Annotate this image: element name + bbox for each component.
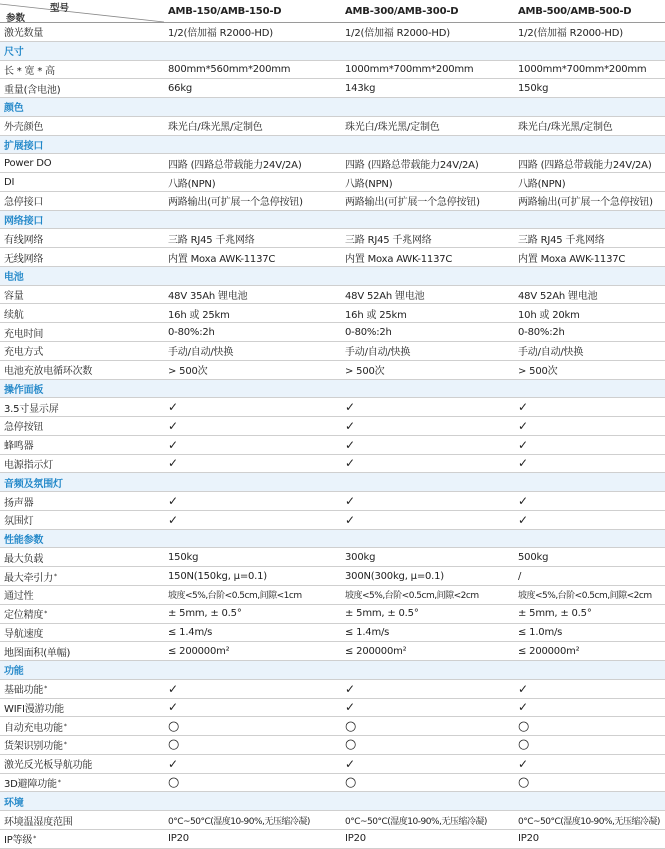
param-header-label: 参数 <box>6 13 26 24</box>
check-icon: ✓ <box>518 756 528 771</box>
cell-value: > 500次 <box>518 366 558 378</box>
cell-value: ± 5mm, ± 0.5° <box>518 608 592 620</box>
cell-value: ≤ 200000m² <box>518 645 580 657</box>
row-label-text: 性能参数 <box>4 535 44 547</box>
table-row <box>0 79 665 98</box>
row-label <box>4 492 164 510</box>
row-label <box>4 567 164 585</box>
section-title <box>4 98 164 116</box>
cell-value: 四路 (四路总带载能力24V/2A) <box>518 159 652 171</box>
row-label <box>4 830 164 848</box>
row-label-text: 最大牵引力 <box>4 572 53 584</box>
row-label-text: IP等级 <box>4 835 33 847</box>
table-row <box>0 398 665 417</box>
cell-value: 10h 或 20km <box>518 309 580 321</box>
section-title <box>4 211 164 229</box>
row-label <box>4 755 164 773</box>
cell-value: 0-80%:2h <box>518 326 565 338</box>
cell-value: 800mm*560mm*200mm <box>168 63 291 75</box>
cell-value: 两路输出(可扩展一个急停按钮) <box>168 197 303 209</box>
cell-value: 1000mm*700mm*200mm <box>345 63 474 75</box>
check-icon: ✓ <box>345 400 355 415</box>
check-icon: ✓ <box>518 512 528 527</box>
table-row <box>0 774 665 793</box>
section-header-row <box>0 792 665 811</box>
check-icon: ✓ <box>345 700 355 715</box>
cell-value: 三路 RJ45 千兆网络 <box>345 234 432 246</box>
cell-value: 手动/自动/快换 <box>168 347 234 359</box>
check-icon: ✓ <box>518 494 528 509</box>
row-label-text: 3.5寸显示屏 <box>4 403 59 415</box>
table-row <box>0 548 665 567</box>
table-row <box>0 811 665 830</box>
section-header-row <box>0 530 665 549</box>
section-header-row <box>0 98 665 117</box>
row-label-text: 网络接口 <box>4 216 44 228</box>
section-header-row <box>0 136 665 155</box>
row-label <box>4 117 164 135</box>
row-label-text: 基础功能 <box>4 685 44 697</box>
table-row <box>0 23 665 42</box>
row-label <box>4 286 164 304</box>
cell-value: 150kg <box>518 82 549 94</box>
row-label-text: 功能 <box>4 666 24 678</box>
row-label-text: 3D避障功能 <box>4 779 57 790</box>
row-label <box>4 79 164 97</box>
cell-value: 1/2(倍加福 R2000-HD) <box>518 28 623 40</box>
row-label-text: 环境 <box>4 797 24 809</box>
cell-value: ≤ 1.0m/s <box>518 626 563 638</box>
row-label <box>4 154 164 172</box>
cell-value: ± 5mm, ± 0.5° <box>168 608 242 620</box>
cell-value: 坡度<5%,台阶<0.5cm,间隙<2cm <box>518 591 652 602</box>
cell-value: 八路(NPN) <box>168 178 216 190</box>
table-row <box>0 455 665 474</box>
row-label-text: 激光数量 <box>4 28 44 40</box>
check-icon: ✓ <box>345 681 355 696</box>
cell-value: > 500次 <box>168 366 208 378</box>
check-icon: ✓ <box>518 437 528 452</box>
row-label <box>4 23 164 41</box>
row-label-text: 容量 <box>4 291 24 303</box>
cell-value: 48V 52Ah 锂电池 <box>518 291 598 303</box>
row-label-text: 环境温湿度范围 <box>4 816 73 828</box>
row-label-text: 激光反光板导航功能 <box>4 760 93 772</box>
cell-value: 三路 RJ45 千兆网络 <box>168 234 255 246</box>
check-icon: ✓ <box>168 418 178 433</box>
cell-value: 0°C~50°C(湿度10-90%,无压缩冷凝) <box>345 816 487 827</box>
cell-value: ≤ 200000m² <box>168 645 230 657</box>
row-label-text: 尺寸 <box>4 47 24 59</box>
check-icon: ✓ <box>168 456 178 471</box>
optional-circle-icon: ○ <box>345 718 357 734</box>
table-row <box>0 736 665 755</box>
row-label-text: 电池充放电循环次数 <box>4 366 93 378</box>
check-icon: ✓ <box>518 418 528 433</box>
table-row <box>0 586 665 605</box>
row-label <box>4 736 164 754</box>
cell-value: 1/2(倍加福 R2000-HD) <box>345 28 450 40</box>
optional-circle-icon: ○ <box>168 775 180 790</box>
cell-value: 48V 35Ah 锂电池 <box>168 291 248 303</box>
check-icon: ✓ <box>518 681 528 696</box>
table-row <box>0 680 665 699</box>
row-label-text: 通过性 <box>4 591 34 603</box>
table-row <box>0 173 665 192</box>
cell-value: 300kg <box>345 551 376 563</box>
footnote-marker: * <box>63 722 67 730</box>
cell-value: 坡度<5%,台阶<0.5cm,间隙<2cm <box>345 591 479 602</box>
row-label-text: 颜色 <box>4 103 24 115</box>
cell-value: 坡度<5%,台阶<0.5cm,间隙<1cm <box>168 591 302 602</box>
footnote-marker: * <box>44 685 48 693</box>
cell-value: 四路 (四路总带载能力24V/2A) <box>168 159 302 171</box>
cell-value: IP20 <box>518 833 539 845</box>
section-header-row <box>0 211 665 230</box>
section-title <box>4 267 164 285</box>
cell-value: 16h 或 25km <box>168 309 230 321</box>
check-icon: ✓ <box>345 418 355 433</box>
row-label-text: 续航 <box>4 309 24 321</box>
cell-value: 珠光白/珠光黑/定制色 <box>168 122 263 134</box>
table-row <box>0 61 665 80</box>
cell-value: IP20 <box>345 833 366 845</box>
cell-value: 两路输出(可扩展一个急停按钮) <box>345 197 480 209</box>
section-title <box>4 792 164 810</box>
row-label <box>4 342 164 360</box>
row-label <box>4 361 164 379</box>
row-label <box>4 717 164 735</box>
table-row <box>0 229 665 248</box>
table-row <box>0 436 665 455</box>
table-row <box>0 717 665 736</box>
optional-circle-icon: ○ <box>518 775 530 790</box>
row-label-text: 定位精度 <box>4 610 44 622</box>
row-label-text: 导航速度 <box>4 628 44 640</box>
model-header-label: 型号 <box>50 3 70 14</box>
row-label-text: 重量(含电池) <box>4 84 61 96</box>
table-row <box>0 492 665 511</box>
cell-value: 150N(150kg, μ=0.1) <box>168 570 267 582</box>
cell-value: / <box>518 570 522 582</box>
table-row <box>0 361 665 380</box>
cell-value: 1/2(倍加福 R2000-HD) <box>168 28 273 40</box>
row-label <box>4 624 164 642</box>
check-icon: ✓ <box>345 456 355 471</box>
row-label <box>4 605 164 623</box>
cell-value: 珠光白/珠光黑/定制色 <box>345 122 440 134</box>
cell-value: 300N(300kg, μ=0.1) <box>345 570 444 582</box>
table-row <box>0 342 665 361</box>
optional-circle-icon: ○ <box>518 737 530 753</box>
section-title <box>4 473 164 491</box>
row-label <box>4 699 164 717</box>
row-label-text: 电源指示灯 <box>4 459 53 471</box>
cell-value: 0°C~50°C(湿度10-90%,无压缩冷凝) <box>518 816 660 827</box>
row-label <box>4 455 164 473</box>
cell-value: 八路(NPN) <box>518 178 566 190</box>
cell-value: 143kg <box>345 82 376 94</box>
optional-circle-icon: ○ <box>345 775 357 790</box>
row-label <box>4 229 164 247</box>
section-header-row <box>0 380 665 399</box>
table-row <box>0 286 665 305</box>
check-icon: ✓ <box>518 400 528 415</box>
section-header-row <box>0 267 665 286</box>
cell-value: 16h 或 25km <box>345 309 407 321</box>
cell-value: 两路输出(可扩展一个急停按钮) <box>518 197 653 209</box>
row-label-text: DI <box>4 176 15 188</box>
row-label-text: WIFI漫游功能 <box>4 703 64 715</box>
row-label-text: 货架识别功能 <box>4 741 63 753</box>
row-label-text: 急停按钮 <box>4 422 44 434</box>
table-row <box>0 642 665 661</box>
cell-value: 150kg <box>168 551 199 563</box>
check-icon: ✓ <box>518 700 528 715</box>
table-row <box>0 624 665 643</box>
check-icon: ✓ <box>518 456 528 471</box>
section-title <box>4 380 164 398</box>
row-label <box>4 192 164 210</box>
row-label-text: 电池 <box>4 272 24 284</box>
row-label <box>4 436 164 454</box>
optional-circle-icon: ○ <box>345 737 357 753</box>
section-header-row <box>0 661 665 680</box>
cell-value: > 500次 <box>345 366 385 378</box>
cell-value: 三路 RJ45 千兆网络 <box>518 234 605 246</box>
cell-value: ≤ 1.4m/s <box>168 626 213 638</box>
cell-value: 0-80%:2h <box>168 326 215 338</box>
row-label <box>4 774 164 792</box>
cell-value: 手动/自动/快换 <box>518 347 584 359</box>
table-row <box>0 417 665 436</box>
cell-value: IP20 <box>168 833 189 845</box>
row-label-text: Power DO <box>4 157 52 169</box>
cell-value: 内置 Moxa AWK-1137C <box>345 253 453 265</box>
table-header <box>0 0 665 23</box>
row-label-text: 急停接口 <box>4 197 44 209</box>
check-icon: ✓ <box>345 512 355 527</box>
cell-value: ± 5mm, ± 0.5° <box>345 608 419 620</box>
footnote-marker: * <box>44 610 48 618</box>
section-title <box>4 136 164 154</box>
footnote-marker: * <box>63 741 67 749</box>
row-label <box>4 398 164 416</box>
cell-value: 四路 (四路总带载能力24V/2A) <box>345 159 479 171</box>
row-label <box>4 173 164 191</box>
cell-value: ≤ 200000m² <box>345 645 407 657</box>
cell-value: 0°C~50°C(湿度10-90%,无压缩冷凝) <box>168 816 310 827</box>
row-label <box>4 511 164 529</box>
row-label-text: 自动充电功能 <box>4 722 63 734</box>
section-header-row <box>0 473 665 492</box>
column-header-amb-150: AMB-150/AMB-150-D <box>168 5 282 17</box>
row-label-text: 外壳颜色 <box>4 122 44 134</box>
table-body <box>0 23 665 849</box>
cell-value: 66kg <box>168 82 193 94</box>
footnote-marker: * <box>57 779 61 786</box>
table-row <box>0 248 665 267</box>
row-label-text: 充电时间 <box>4 328 44 340</box>
check-icon: ✓ <box>168 400 178 415</box>
cell-value: 内置 Moxa AWK-1137C <box>168 253 276 265</box>
table-row <box>0 154 665 173</box>
row-label <box>4 642 164 660</box>
cell-value: 手动/自动/快换 <box>345 347 411 359</box>
footnote-marker: * <box>54 572 57 580</box>
column-header-amb-500: AMB-500/AMB-500-D <box>518 5 632 17</box>
table-row <box>0 699 665 718</box>
table-row <box>0 567 665 586</box>
footnote-marker: * <box>33 835 36 843</box>
row-label-text: 最大负载 <box>4 553 44 565</box>
row-label-text: 音频及氛围灯 <box>4 478 63 490</box>
check-icon: ✓ <box>168 494 178 509</box>
cell-value: 内置 Moxa AWK-1137C <box>518 253 626 265</box>
row-label-text: 氛围灯 <box>4 516 34 528</box>
table-row <box>0 192 665 211</box>
row-label <box>4 323 164 341</box>
row-label <box>4 680 164 698</box>
row-label <box>4 61 164 79</box>
section-title <box>4 42 164 60</box>
cell-value: 48V 52Ah 锂电池 <box>345 291 425 303</box>
row-label-text: 地图面积(单幅) <box>4 647 71 659</box>
table-row <box>0 755 665 774</box>
row-label <box>4 304 164 322</box>
table-row <box>0 511 665 530</box>
row-label-text: 扬声器 <box>4 497 34 509</box>
cell-value: 500kg <box>518 551 549 563</box>
row-label-text: 扩展接口 <box>4 140 44 152</box>
cell-value: ≤ 1.4m/s <box>345 626 390 638</box>
row-label-text: 无线网络 <box>4 253 44 265</box>
row-label-text: 长 * 宽 * 高 <box>4 65 55 77</box>
check-icon: ✓ <box>168 512 178 527</box>
cell-value: 珠光白/珠光黑/定制色 <box>518 122 613 134</box>
optional-circle-icon: ○ <box>518 718 530 734</box>
check-icon: ✓ <box>345 756 355 771</box>
row-label-text: 有线网络 <box>4 234 44 246</box>
row-label <box>4 248 164 266</box>
row-label <box>4 586 164 604</box>
check-icon: ✓ <box>168 756 178 771</box>
table-row <box>0 830 665 849</box>
check-icon: ✓ <box>168 681 178 696</box>
section-title <box>4 661 164 679</box>
column-header-amb-300: AMB-300/AMB-300-D <box>345 5 459 17</box>
row-label <box>4 548 164 566</box>
check-icon: ✓ <box>168 700 178 715</box>
cell-value: 1000mm*700mm*200mm <box>518 63 647 75</box>
table-row <box>0 117 665 136</box>
optional-circle-icon: ○ <box>168 737 180 753</box>
cell-value: 八路(NPN) <box>345 178 393 190</box>
row-label <box>4 811 164 829</box>
row-label <box>4 417 164 435</box>
table-row <box>0 605 665 624</box>
row-label-text: 充电方式 <box>4 347 44 359</box>
check-icon: ✓ <box>345 437 355 452</box>
section-header-row <box>0 42 665 61</box>
section-title <box>4 530 164 548</box>
optional-circle-icon: ○ <box>168 718 180 734</box>
cell-value: 0-80%:2h <box>345 326 392 338</box>
table-row <box>0 323 665 342</box>
row-label-text: 操作面板 <box>4 384 44 396</box>
check-icon: ✓ <box>345 494 355 509</box>
check-icon: ✓ <box>168 437 178 452</box>
table-row <box>0 304 665 323</box>
row-label-text: 蜂鸣器 <box>4 441 34 453</box>
